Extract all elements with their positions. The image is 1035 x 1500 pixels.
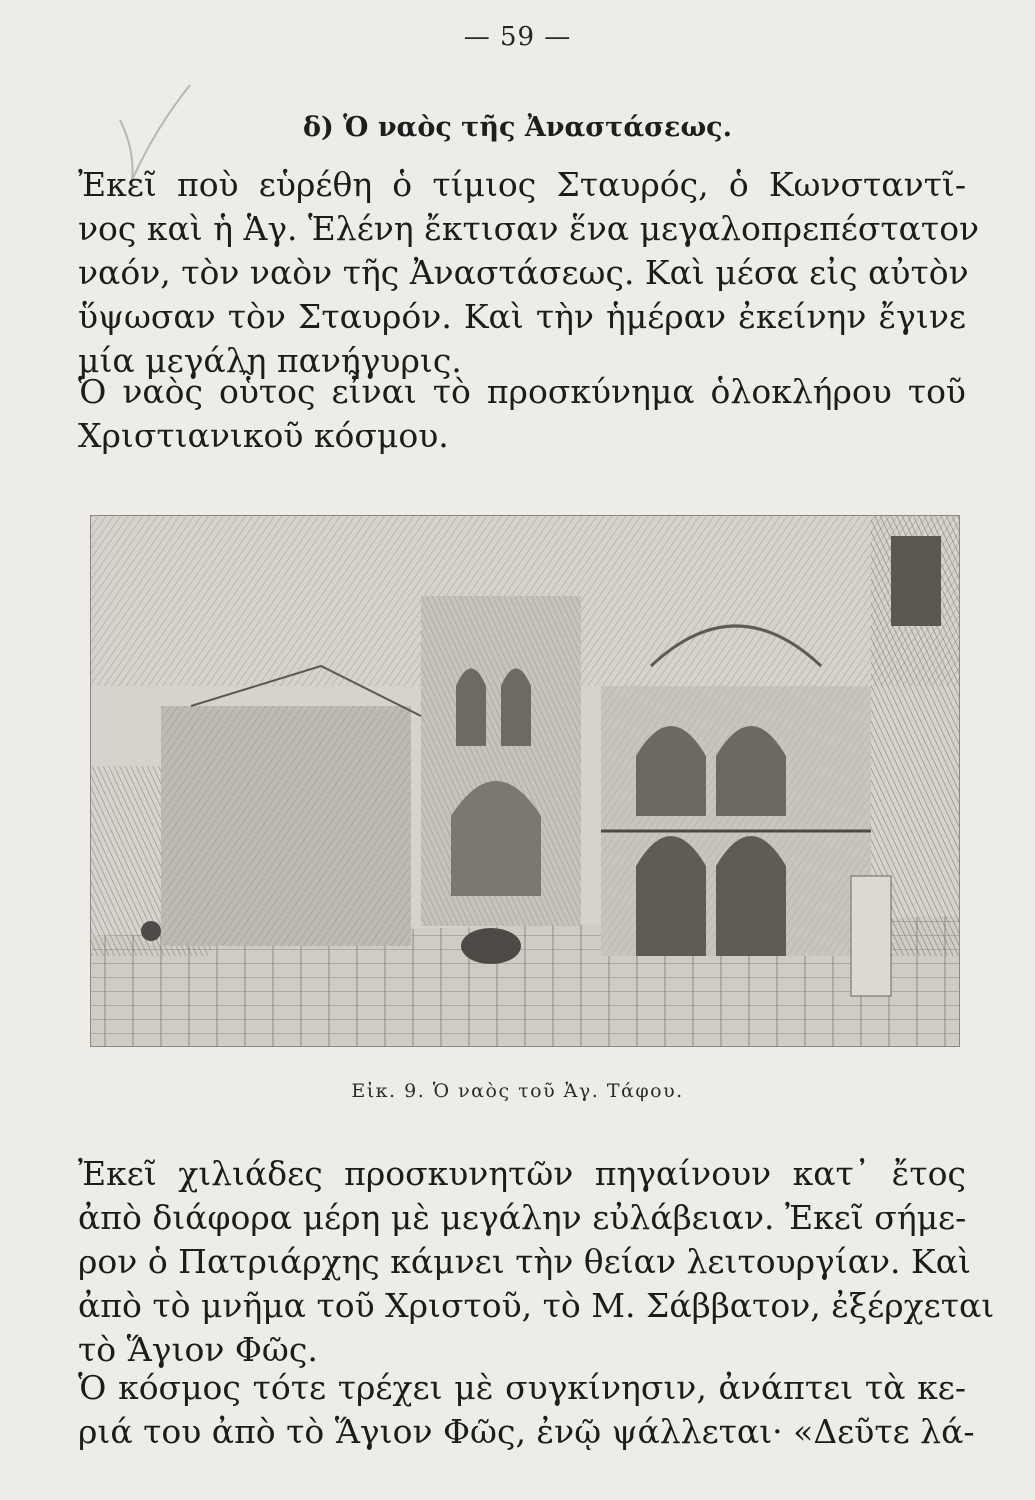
text-line: ὕψωσαν τὸν Σταυρόν. Καὶ τὴν ἡμέραν ἐκείνην ἔγινε	[78, 297, 966, 336]
paragraph-4	[78, 1366, 975, 1454]
church-illustration	[90, 515, 960, 1047]
section-heading: δ) Ὁ ναὸς τῆς Ἀναστάσεως.	[303, 112, 732, 143]
paragraph-3	[78, 1152, 995, 1372]
paragraph-2	[78, 370, 966, 458]
paragraph-1	[78, 163, 980, 383]
church-of-holy-sepulchre-drawing	[91, 516, 959, 1046]
page-number: — 59 —	[463, 22, 572, 52]
text-line: Χριστιανικοῦ κόσμου.	[78, 416, 449, 455]
text-line: ἀπὸ διάφορα μέρη μὲ μεγάλην εὐλάβειαν. Ἐκεῖ σήμε-	[78, 1198, 967, 1237]
text-line: ριά του ἀπὸ τὸ Ἅγιον Φῶς, ἐνῷ ψάλλεται· «Δεῦτε λά-	[78, 1412, 975, 1451]
text-line: ναόν, τὸν ναὸν τῆς Ἀναστάσεως. Καὶ μέσα εἰς αὐτὸν	[78, 253, 969, 292]
text-line: μία μεγάλη πανήγυρις.	[78, 341, 462, 380]
text-line: τὸ Ἅγιον Φῶς.	[78, 1330, 318, 1369]
text-line: Ὁ ναὸς οὗτος εἶναι τὸ προσκύνημα ὁλοκλήρου τοῦ	[78, 372, 966, 411]
text-line: νος καὶ ἡ Ἁγ. Ἑλένη ἔκτισαν ἕνα μεγαλοπρεπέστατον	[78, 209, 980, 248]
text-line: Ἐκεῖ χιλιάδες προσκυνητῶν πηγαίνουν κατ᾽ ἔτος	[78, 1154, 966, 1193]
text-line: Ὁ κόσμος τότε τρέχει μὲ συγκίνησιν, ἀνάπτει τὰ κε-	[78, 1368, 966, 1407]
text-line: ἀπὸ τὸ μνῆμα τοῦ Χριστοῦ, τὸ Μ. Σάββατον, ἐξέρχεται	[78, 1286, 995, 1325]
figure-caption: Εἰκ. 9. Ὁ ναὸς τοῦ Ἁγ. Τάφου.	[351, 1080, 684, 1102]
text-line: ρον ὁ Πατριάρχης κάμνει τὴν θείαν λειτουργίαν. Καὶ	[78, 1242, 971, 1281]
text-line: Ἐκεῖ ποὺ εὑρέθη ὁ τίμιος Σταυρός, ὁ Κωνσταντῖ-	[78, 165, 966, 204]
